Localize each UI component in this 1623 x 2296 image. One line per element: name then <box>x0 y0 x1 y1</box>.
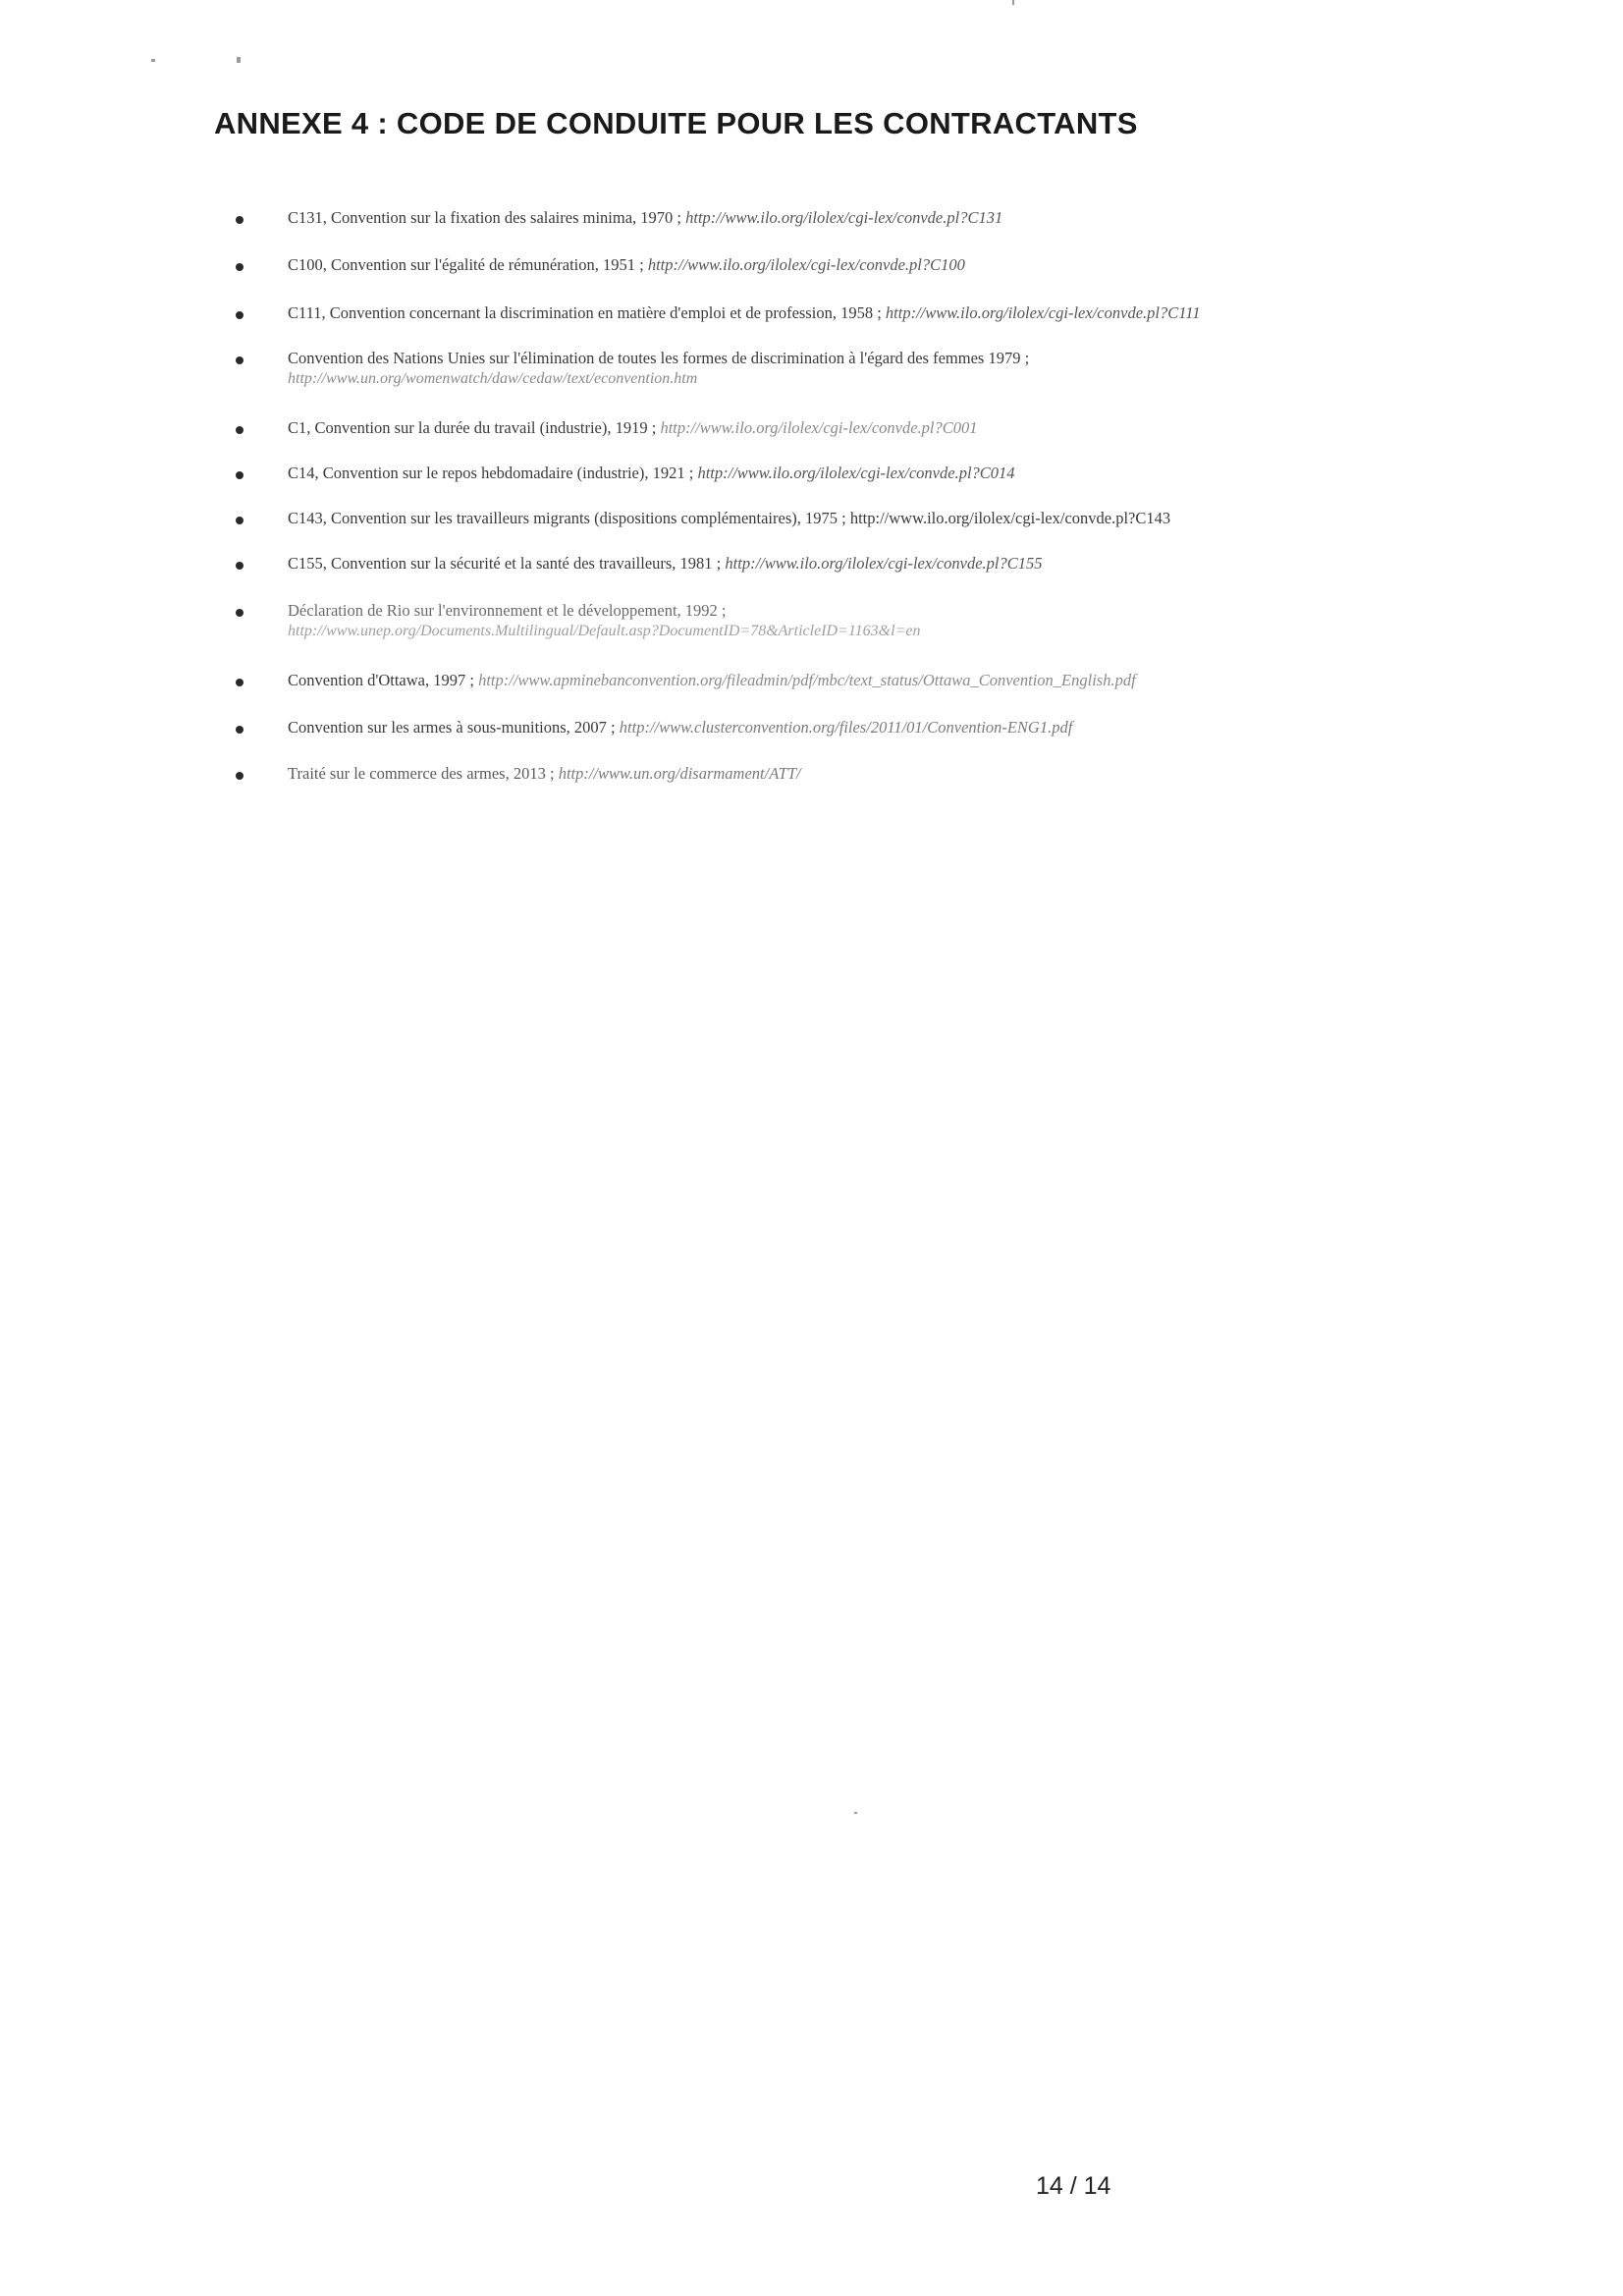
bullet <box>236 562 243 570</box>
bullet <box>236 426 243 434</box>
reference-text: C111, Convention concernant la discrimination en matière d'emploi et de profession, 1958 ; <box>288 303 886 322</box>
reference-text: Convention des Nations Unies sur l'élimination de toutes les formes de discrimination à l'égard des femmes 1979 ; <box>288 349 1030 367</box>
reference-text: C155, Convention sur la sécurité et la santé des travailleurs, 1981 ; <box>288 554 726 573</box>
bullet <box>236 726 243 734</box>
bullet <box>236 772 243 780</box>
bullet <box>236 311 243 319</box>
bullet <box>236 517 243 524</box>
reference-text: C1, Convention sur la durée du travail (industrie), 1919 ; <box>288 418 661 437</box>
bullet <box>236 471 243 479</box>
scan-speck <box>151 59 155 62</box>
reference-link[interactable]: http://www.ilo.org/ilolex/cgi-lex/convde.pl?C001 <box>660 418 978 437</box>
reference-link[interactable]: http://www.apminebanconvention.org/fileadmin/pdf/mbc/text_status/Ottawa_Convention_English.pdf <box>478 671 1136 689</box>
reference-link[interactable]: http://www.ilo.org/ilolex/cgi-lex/convde.pl?C100 <box>647 255 965 274</box>
reference-link[interactable]: http://www.ilo.org/ilolex/cgi-lex/convde.pl?C143 <box>849 509 1171 527</box>
reference-link[interactable]: http://www.clusterconvention.org/files/2011/01/Convention-ENG1.pdf <box>619 718 1073 737</box>
bullet <box>236 263 243 271</box>
bullet <box>236 679 243 686</box>
scan-speck <box>1012 0 1014 5</box>
reference-text: Traité sur le commerce des armes, 2013 ; <box>288 764 559 783</box>
bullet <box>236 609 243 617</box>
reference-link[interactable]: http://www.ilo.org/ilolex/cgi-lex/convde.pl?C155 <box>725 554 1043 573</box>
reference-link[interactable]: http://www.ilo.org/ilolex/cgi-lex/convde.pl?C014 <box>697 464 1015 482</box>
reference-text: Convention d'Ottawa, 1997 ; <box>288 671 479 689</box>
page-title: ANNEXE 4 : CODE DE CONDUITE POUR LES CONTRACTANTS <box>214 106 1138 140</box>
bullet <box>236 216 243 224</box>
scan-speck <box>854 1812 857 1814</box>
reference-text: C100, Convention sur l'égalité de rémunération, 1951 ; <box>288 255 648 274</box>
reference-text: Convention sur les armes à sous-munitions, 2007 ; <box>288 718 620 737</box>
reference-link[interactable]: http://www.ilo.org/ilolex/cgi-lex/convde.pl?C131 <box>685 208 1003 227</box>
reference-link[interactable]: http://www.ilo.org/ilolex/cgi-lex/convde.pl?C111 <box>885 303 1201 322</box>
reference-link[interactable]: http://www.unep.org/Documents.Multilingual/Default.asp?DocumentID=78&ArticleID=1163&l=en <box>288 623 921 639</box>
reference-text: C14, Convention sur le repos hebdomadaire (industrie), 1921 ; <box>288 464 698 482</box>
reference-link[interactable]: http://www.un.org/disarmament/ATT/ <box>558 764 801 783</box>
bullet <box>236 356 243 364</box>
reference-link[interactable]: http://www.un.org/womenwatch/daw/cedaw/text/econvention.htm <box>288 370 698 387</box>
page-number: 14 / 14 <box>1036 2172 1111 2200</box>
reference-text: C131, Convention sur la fixation des salaires minima, 1970 ; <box>288 208 686 227</box>
reference-text: C143, Convention sur les travailleurs migrants (dispositions complémentaires), 1975 ; <box>288 509 850 527</box>
scan-speck <box>237 57 241 63</box>
reference-text: Déclaration de Rio sur l'environnement et le développement, 1992 ; <box>288 601 727 620</box>
